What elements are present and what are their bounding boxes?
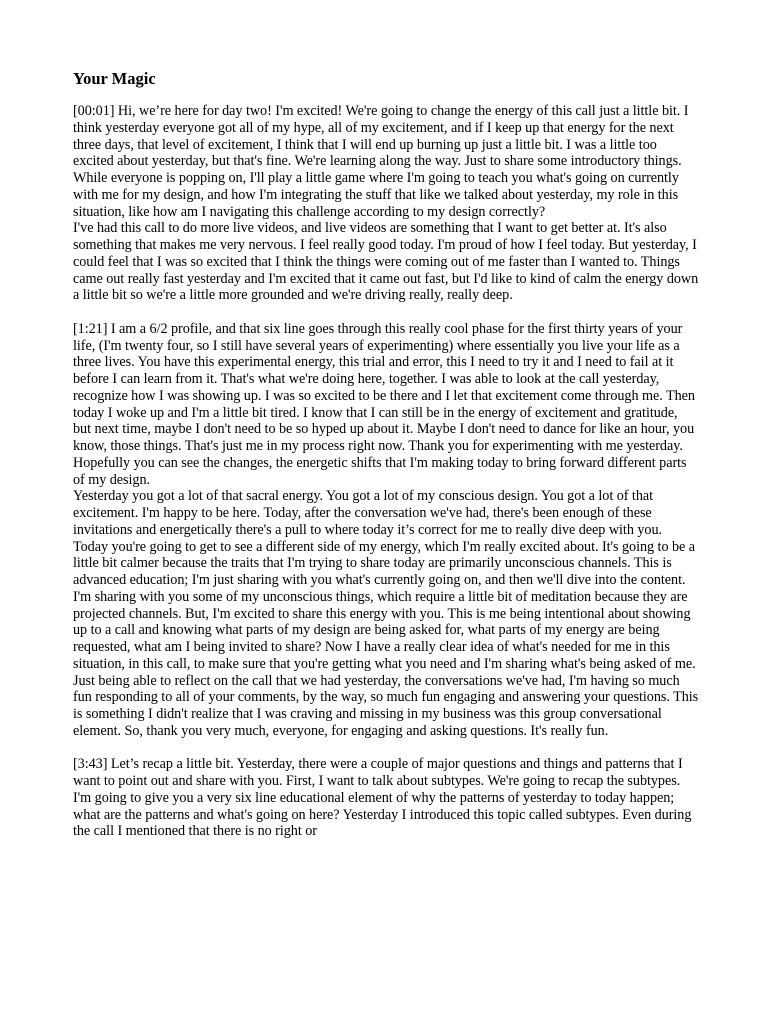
document-page <box>73 69 699 840</box>
paragraph-profile: [1:21] I am a 6/2 profile, and that six line goes through this really cool phase for the first thirty years of your life, (I'm twenty four, so I still have several years of experimenting) where essentially you live your life as a three lives. You have this experimental energy, this trial and error, this I need to try it and I need to fail at it before I can learn from it. That's what we're doing here, together. I was able to look at the call yesterday, recognize how I was showing up. I was so excited to be there and I let that excitement come through me. Then today I woke up and I'm a little bit tired. I know that I can still be in the energy of excitement and gratitude, but next time, maybe I don't need to be so hyped up about it. Maybe I don't need to dance for like an hour, you know, those things. That's just me in my process right now. Thank you for experimenting with me yesterday. Hopefully you can see the changes, the energetic shifts that I'm making today to bring forward different parts of my design. <box>73 320 695 488</box>
document-title: Your Magic <box>73 69 156 88</box>
paragraph-unconscious: I'm sharing with you some of my unconscious things, which require a little bit of meditation because they are projected channels. But, I'm excited to share this energy with you. This is me being intentional about showing up to a call and knowing what parts of my design are being asked for, what parts of my energy are being requested, what am I being invited to share? Now I have a really clear idea of what's needed for me in this situation, in this call, to make sure that you're getting what you need and I'm sharing what's being asked of me. Just being able to reflect on the call that we had yesterday, the conversations we've had, I'm having so much fun responding to all of your comments, by the way, so much fun engaging and answering your questions. This is something I didn't realize that I was craving and missing in my business was this group conversational element. So, thank you very much, everyone, for engaging and asking questions. It's really fun. <box>73 588 699 739</box>
paragraph-live-videos: I've had this call to do more live videos, and live videos are something that I want to get better at. It's also something that makes me very nervous. I feel really good today. I'm proud of how I feel today. But yesterday, I could feel that I was so excited that I think the things were coming out of me faster than I wanted to. Things came out really fast yesterday and I'm excited that it came out fast, but I'd like to kind of calm the energy down a little bit so we're a little more grounded and we're driving really, really deep. <box>73 220 699 304</box>
paragraph-gap <box>73 740 699 757</box>
paragraph-intro: [00:01] Hi, we’re here for day two! I'm excited! We're going to change the energy of this call just a little bit. I think yesterday everyone got all of my hype, all of my excitement, and if I keep up that energy for the next three days, that level of excitement, I think that I will end up burning up just a little bit. I was a little too excited about yesterday, but that's fine. We're learning along the way. Just to share some introductory things. While everyone is popping on, I'll play a little game where I'm going to teach you what's going on currently with me for my design, and how I'm integrating the stuff that like we talked about yesterday, my role in this situation, like how am I navigating this challenge according to my design correctly? <box>73 103 689 220</box>
paragraph-sacral-energy: Yesterday you got a lot of that sacral energy. You got a lot of my conscious design. You got a lot of that excitement. I'm happy to be here. Today, after the conversation we've had, there's been enough of these invitations and energetically there's a pull to where today it’s correct for me to really dive deep with you. Today you're going to get to see a different side of my energy, which I'm really excited about. It's going to be a little bit calmer because the traits that I'm trying to share today are primarily unconscious channels. This is advanced education; I'm just sharing with you what's currently going on, and then we'll dive into the content. <box>73 488 696 588</box>
paragraph-gap <box>73 304 699 321</box>
paragraph-recap: [3:43] Let’s recap a little bit. Yesterday, there were a couple of major questions and things and patterns that I want to point out and share with you. First, I want to talk about subtypes. We're going to recap the subtypes. I'm going to give you a very six line educational element of why the patterns of yesterday to today happen; what are the patterns and what's going on here? Yesterday I introduced this topic called subtypes. Even during the call I mentioned that there is no right or <box>73 756 692 840</box>
